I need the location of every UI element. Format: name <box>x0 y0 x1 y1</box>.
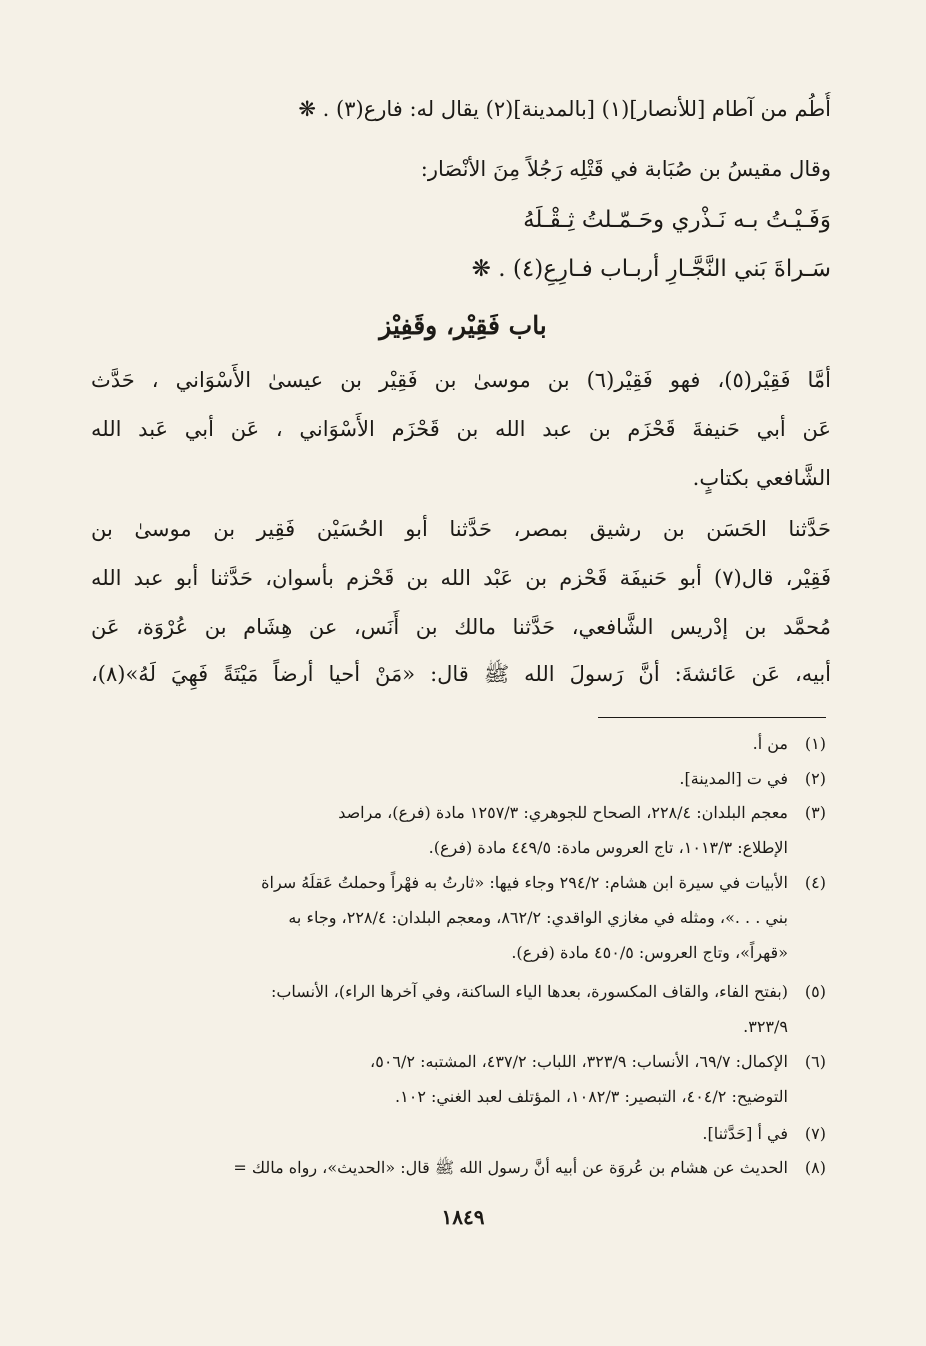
footnote-text: (بفتح الفاء، والقاف المكسورة، بعدها الياء الساكنة، وفي آخرها الراء)، الأنساب: <box>270 982 788 1001</box>
footnote-text: الحديث عن هشام بن عُروَة عن أبيه أنَّ رسول الله ﷺ قال: «الحديث»، رواه مالك = <box>233 1158 788 1177</box>
footnote-number: (٦) <box>804 1052 826 1071</box>
footnote-7 <box>100 1120 826 1148</box>
footnote-separator <box>598 717 826 718</box>
paragraph1-line3: الشَّافعي بكتابٍ. <box>692 466 831 490</box>
footnote-text: من أ. <box>752 734 788 753</box>
footnote-text: معجم البلدان: ٢٢٨/٤، الصحاح للجوهري: ١٢٥٧/٣ مادة (فرع)، مراصد <box>338 803 788 822</box>
paragraph2-line1: حَدَّثنا الحَسَن بن رشيق بمصر، حَدَّثنا أبو الحُسَيْن فَقِير بن موسىٰ بن <box>91 517 831 541</box>
footnote-text: الأبيات في سيرة ابن هشام: ٢٩٤/٢ وجاء فيها: «ثارتُ به فهْراً وحملتُ عَقلَهُ سراة <box>261 873 788 892</box>
footnote-3-continuation: الإطلاع: ١٠١٣/٣، تاج العروس مادة: ٤٤٩/٥ مادة (فرع). <box>428 838 788 857</box>
footnote-8 <box>100 1154 826 1182</box>
footnote-number: (٨) <box>804 1158 826 1177</box>
page-number: ١٨٤٩ <box>441 1205 485 1229</box>
footnote-4-continuation: بني . . .»، ومثله في مغازي الواقدي: ٨٦٢/٢، ومعجم البلدان: ٢٢٨/٤، وجاء به <box>288 908 788 927</box>
paragraph1-line1: أمَّا فَقِيْر(٥)، فهو فَقِيْر(٦) بن موسىٰ بن فَقِيْر بن عيسىٰ الأَسْوَاني ، حَدَّث <box>91 368 831 392</box>
verse-line-1: وَفَـيْـتُ بـه نَـذْري وحَـمّـلتُ ثِـقْـلَهُ <box>523 207 831 233</box>
footnote-4-continuation: «قهراً»، وتاج العروس: ٤٥٠/٥ مادة (فرع). <box>511 943 788 962</box>
paragraph2-line4: أبيه، عَن عَائشةَ: أنَّ رَسولَ الله ﷺ قال: «مَنْ أحيا أرضاً مَيْتَةً فَهِيَ لَهُ»(٨)، <box>91 662 831 686</box>
quote-intro-line: وقال مقيسُ بن صُبَابة في قَتْلِه رَجُلاً مِنَ الأنْصَار: <box>420 157 831 181</box>
intro-line: أُطُم من آطام [للأنصار](١) [بالمدينة](٢) يقال له: فارع(٣) . ❋ <box>298 97 831 121</box>
footnote-5 <box>100 978 826 1006</box>
footnote-6 <box>100 1048 826 1076</box>
footnote-5-continuation: ٣٢٣/٩. <box>743 1017 788 1036</box>
paragraph2-line3: مُحمَّد بن إدْريس الشَّافعي، حَدَّثنا مالك بن أَنَس، عن هِشَام بن عُرْوَة، عَن <box>91 615 831 639</box>
footnote-2 <box>100 765 826 793</box>
paragraph2-line2: فَقِيْر، قال(٧) أبو حَنيفَة قَحْزم بن عَبْد الله بن قَحْزم بأسوان، حَدَّثنا أبو عبد الله <box>91 566 831 590</box>
footnote-text: في ت [المدينة]. <box>679 769 788 788</box>
verse-line-2: سَـراةَ بَني النَّجَّـارِ أربـاب فـارِعِ(٤) . ❋ <box>471 256 831 282</box>
footnote-number: (٤) <box>804 873 826 892</box>
footnote-text: في أ [حَدَّثنا]. <box>702 1124 788 1143</box>
footnote-number: (١) <box>804 734 826 753</box>
footnote-number: (٥) <box>804 982 826 1001</box>
footnote-1 <box>100 730 826 758</box>
footnote-text: الإكمال: ٦٩/٧، الأنساب: ٣٢٣/٩، اللباب: ٤٣٧/٢، المشتبه: ٥٠٦/٢، <box>370 1052 788 1071</box>
footnote-number: (٣) <box>804 803 826 822</box>
footnote-3 <box>100 799 826 827</box>
footnote-number: (٢) <box>804 769 826 788</box>
footnote-number: (٧) <box>804 1124 826 1143</box>
chapter-heading: باب فَقِيْر، وقَفِيْز <box>379 311 547 340</box>
footnote-6-continuation: التوضيح: ٤٠٤/٢، التبصير: ١٠٨٢/٣، المؤتلف لعبد الغني: ١٠٢. <box>395 1087 788 1106</box>
paragraph1-line2: عَن أبي حَنيفةَ قَحْزَم بن عبد الله بن قَحْزَم الأَسْوَاني ، عَن أبي عَبد الله <box>91 417 831 441</box>
footnote-4 <box>100 869 826 897</box>
